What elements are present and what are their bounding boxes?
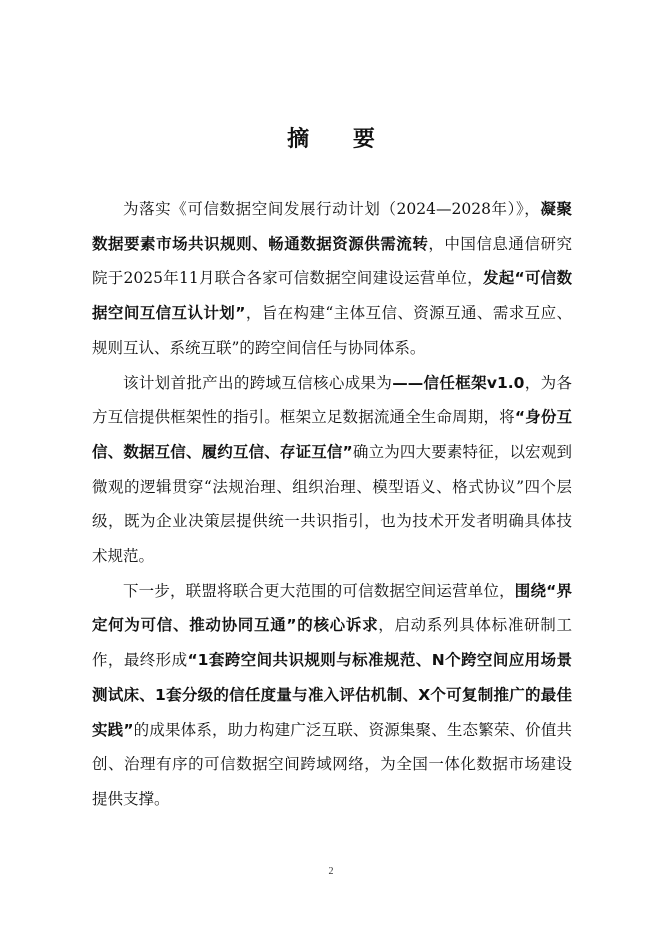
- paragraph-2: [92, 366, 572, 574]
- text-run: 下一步，联盟将联合更大范围的可信数据空间运营单位，: [123, 581, 515, 600]
- bold-text-run: 凝聚数据要素市场共识规则、畅通数据资源供需流转: [92, 200, 572, 253]
- text-run: 的成果体系，助力构建广泛互联、资源集聚、生态繁荣、价值共创、治理有序的可信数据空间跨域网络，为全国一体化数据市场建设提供支撑。: [92, 720, 572, 808]
- bold-text-run: “1套跨空间共识规则与标准规范、N个跨空间应用场景测试床、1套分级的信任度量与准入评估机制、X个可复制推广的最佳实践”: [92, 651, 572, 739]
- text-run: ，中国信息通信研究院于2025年11月联合各家可信数据空间建设运营单位，: [92, 234, 572, 288]
- text-run: 该计划首批产出的跨域互信核心成果为: [123, 373, 393, 392]
- bold-text-run: ——信任框架v1.0: [392, 373, 525, 392]
- bold-text-run: 围绕“界定何为可信、推动协同互通”的核心诉求: [92, 581, 572, 635]
- text-run: ，启动系列具体标准研制工作，最终形成: [92, 616, 572, 670]
- paragraph-3: [92, 574, 572, 817]
- text-run: ，为各方互信提供框架性的指引。框架立足数据流通全生命周期，将: [92, 373, 572, 427]
- paragraph-1: [92, 192, 572, 366]
- page-number: 2: [328, 866, 334, 877]
- text-run: 确立为四大要素特征，以宏观到微观的逻辑贯穿“法规治理、组织治理、模型语义、格式协议”四个层级，既为企业决策层提供统一共识指引，也为技术开发者明确具体技术规范。: [92, 442, 572, 566]
- bold-text-run: “身份互信、数据互信、履约互信、存证互信”: [92, 408, 572, 461]
- page-title: 摘 要: [287, 127, 393, 152]
- text-run: 为落实《可信数据空间发展行动计划（2024—2028年）》，: [123, 200, 541, 218]
- bold-text-run: 发起“可信数据空间互信互认计划”: [92, 269, 573, 323]
- text-run: ，旨在构建“主体互信、资源互通、需求互应、规则互认、系统互联”的跨空间信任与协同体系。: [92, 304, 572, 357]
- abstract-body: [92, 192, 572, 817]
